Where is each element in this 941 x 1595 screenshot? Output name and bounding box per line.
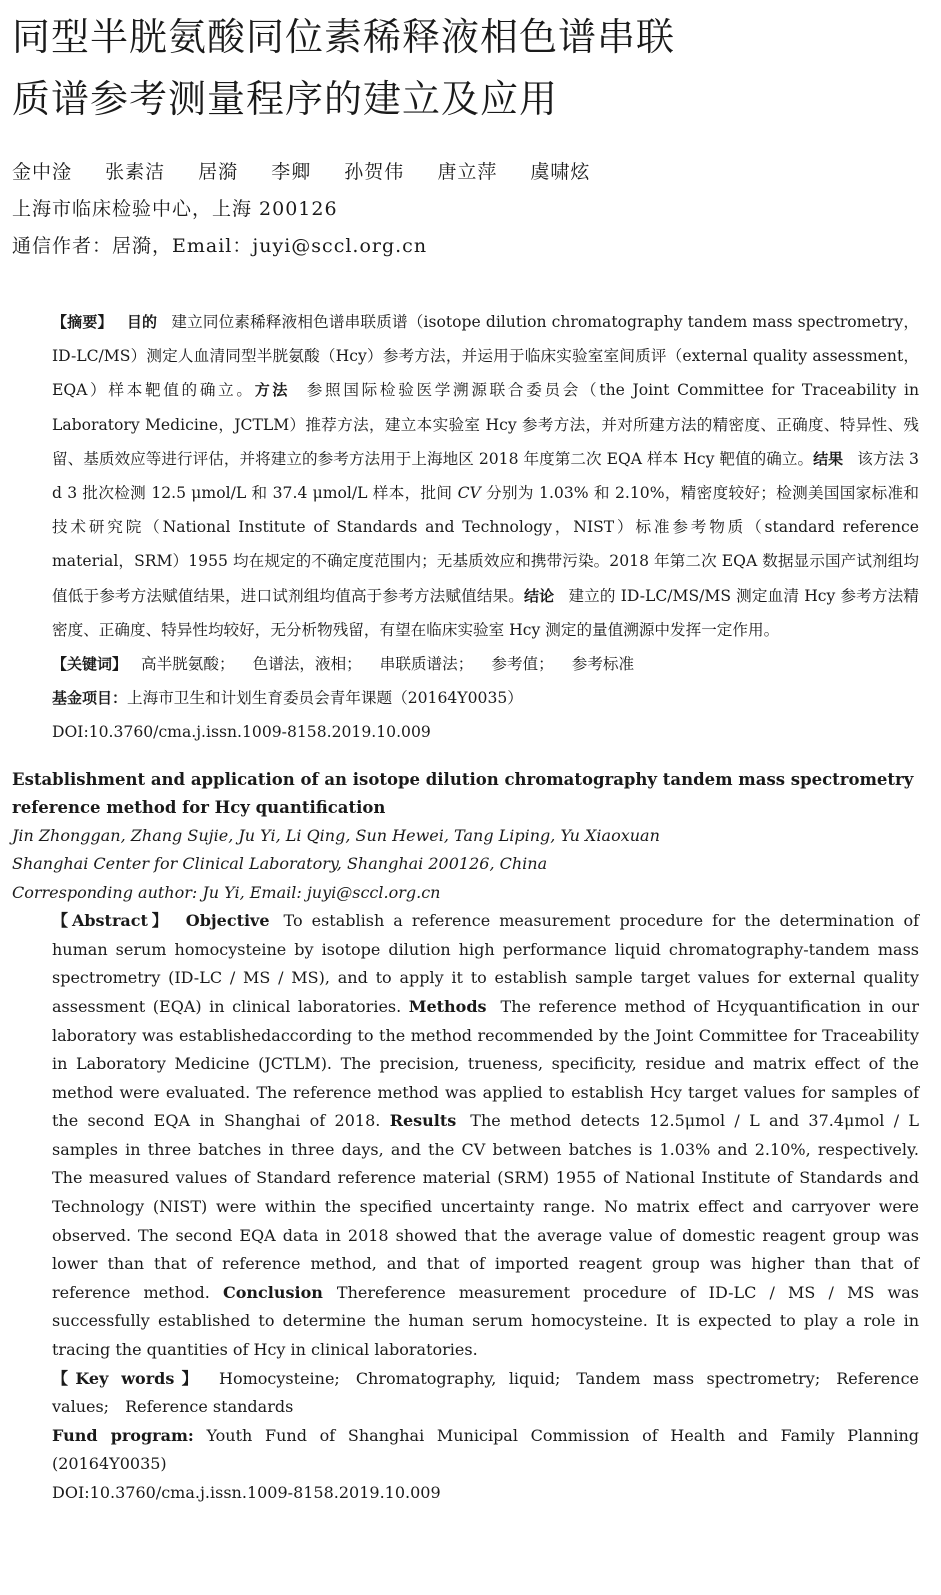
chinese-keywords [12, 647, 919, 681]
abstract-label: 【Abstract】 [52, 911, 172, 931]
author-name: 唐立萍 [437, 161, 498, 183]
keyword: 串联质谱法； [379, 655, 474, 674]
author-name: 虞啸炫 [530, 161, 591, 183]
results-label: Results [389, 1111, 457, 1131]
english-corresponding-author: Corresponding author: Ju Yi, Email: juyi@sccl.org.cn [12, 882, 441, 902]
results-text-continued: 分别为 1.03% 和 2.10%，精密度较好；检测美国国家标准和技术研究院（National Institute of Standards and Technology，NIST）标准参考物质（standard reference material，SRM）1955 均在规定的不确定度范围内；无基质效应和携带污染。2018 年第二次 EQA 数据显示国产试剂组均值低于参考方法赋值结果，进口试剂组均值高于参考方法赋值结果。 [52, 484, 919, 605]
keyword: 参考标准 [571, 655, 635, 674]
methods-text: The reference method of Hcyquantification in our laboratory was establishedaccording to the method recommended by the Joint Committee for Traceability in Laboratory Medicine (JCTLM). The precision, trueness, specificity, residue and matrix effect of the method were evaluated. The reference method was applied to establish Hcy target values for samples of the second EQA in Shanghai of 2018. [52, 996, 919, 1131]
author-name: 张素洁 [105, 161, 166, 183]
fund-text: 上海市卫生和计划生育委员会青年课题（20164Y0035） [127, 689, 523, 708]
keywords-label: 【Key words】 [52, 1368, 206, 1388]
results-text: 该方法 3 d 3 批次检测 12.5 μmol/L 和 37.4 μmol/L 样本，批间 [52, 449, 919, 503]
fund-label: Fund program: [52, 1425, 194, 1445]
methods-label: Methods [408, 996, 487, 1016]
objective-label: 目的 [126, 313, 158, 331]
chinese-title-line-2: 质谱参考测量程序的建立及应用 [12, 77, 559, 121]
english-fund [12, 1422, 919, 1479]
english-keywords [12, 1365, 919, 1422]
abstract-label: 【摘要】 [52, 313, 113, 331]
keyword: 高半胱氨酸； [141, 655, 235, 674]
methods-text: 参照国际检验医学溯源联合委员会（the Joint Committee for Traceability in Laboratory Medicine，JCTLM）推荐方法，建立本实验室 Hcy 参考方法，并对所建方法的精密度、正确度、特异性、残留、基质效应等进行评估，并将建立的参考方法用于上海地区 2018 年度第二次 EQA 样本 Hcy 靶值的确立。 [52, 381, 919, 468]
english-abstract [12, 907, 919, 1507]
english-affiliation: Shanghai Center for Clinical Laboratory, Shanghai 200126, China [12, 854, 548, 874]
english-author-block [12, 822, 919, 908]
conclusion-text: 建立的 ID-LC/MS/MS 测定血清 Hcy 参考方法精密度、正确度、特异性均较好，无分析物残留，有望在临床实验室 Hcy 测定的量值溯源中发挥一定作用。 [52, 586, 919, 639]
results-text: The method detects 12.5μmol / L and 37.4μmol / L samples in three batches in three days, and the CV between batches is 1.03% and 2.10%, respectively. The measured values of Standard reference material (SRM) 1955 of National Institute of Standards and Technology (NIST) were within the specified uncertainty range. No matrix effect and carryover were observed. The second EQA data in 2018 showed that the average value of domestic reagent group was lower than that of reference method, and that of imported reagent group was higher than that of reference method. [52, 1111, 920, 1302]
author-name: 金中淦 [12, 161, 73, 183]
keywords-label: 【关键词】 [52, 655, 128, 674]
chinese-authors [12, 154, 919, 191]
chinese-affiliation: 上海市临床检验中心，上海 200126 [12, 198, 338, 220]
author-name: 居漪 [198, 161, 239, 183]
conclusion-label: Conclusion [223, 1282, 323, 1302]
chinese-author-block [12, 154, 919, 265]
chinese-title [12, 0, 919, 130]
results-cv-symbol: CV [457, 484, 481, 503]
conclusion-label: 结论 [524, 586, 555, 605]
author-name: 孙贺伟 [344, 161, 405, 183]
keyword: 参考值； [491, 655, 554, 674]
fund-label: 基金项目： [52, 689, 128, 708]
chinese-corresponding-author: 通信作者：居漪，Email：juyi@sccl.org.cn [12, 235, 428, 257]
chinese-doi: DOI:10.3760/cma.j.issn.1009-8158.2019.10.009 [52, 723, 431, 742]
english-abstract-body [12, 907, 919, 1365]
keyword: Chromatography, liquid; [355, 1368, 561, 1388]
english-title: Establishment and application of an isotope dilution chromatography tandem mass spectrometry reference method for Hcy quantification [12, 769, 914, 817]
keyword: Homocysteine; [219, 1368, 340, 1388]
chinese-fund [12, 681, 919, 715]
keyword: Tandem mass spectrometry; [576, 1368, 821, 1388]
results-label: 结果 [813, 449, 844, 468]
methods-label: 方法 [254, 381, 291, 400]
keyword: Reference standards [125, 1397, 294, 1417]
keyword: Reference values; [52, 1368, 920, 1417]
objective-label: Objective [185, 911, 270, 931]
english-doi: DOI:10.3760/cma.j.issn.1009-8158.2019.10.009 [52, 1483, 441, 1503]
chinese-abstract-body [12, 305, 919, 647]
objective-text: To establish a reference measurement procedure for the determination of human serum homocysteine by isotope dilution high performance liquid chromatography-tandem mass spectrometry (ID-LC / MS / MS), and to apply it to establish sample target values for external quality assessment (EQA) in clinical laboratories. [52, 911, 919, 1016]
author-name: 李卿 [271, 161, 312, 183]
chinese-abstract [12, 305, 919, 750]
chinese-title-line-1: 同型半胱氨酸同位素稀释液相色谱串联 [12, 15, 676, 59]
english-authors: Jin Zhonggan, Zhang Sujie, Ju Yi, Li Qing, Sun Hewei, Tang Liping, Yu Xiaoxuan [12, 825, 660, 845]
fund-text: Youth Fund of Shanghai Municipal Commission of Health and Family Planning (20164Y0035) [52, 1425, 919, 1474]
keyword: 色谱法，液相； [252, 655, 362, 674]
objective-text: 建立同位素稀释液相色谱串联质谱（isotope dilution chromatography tandem mass spectrometry，ID-LC/MS）测定人血清同型半胱氨酸（Hcy）参考方法，并运用于临床实验室室间质评（external quality assessment，EQA）样本靶值的确立。 [52, 313, 919, 400]
conclusion-text: Thereference measurement procedure of ID-LC / MS / MS was successfully established to determine the human serum homocysteine. It is expected to play a role in tracing the quantities of Hcy in clinical laboratories. [52, 1282, 919, 1360]
